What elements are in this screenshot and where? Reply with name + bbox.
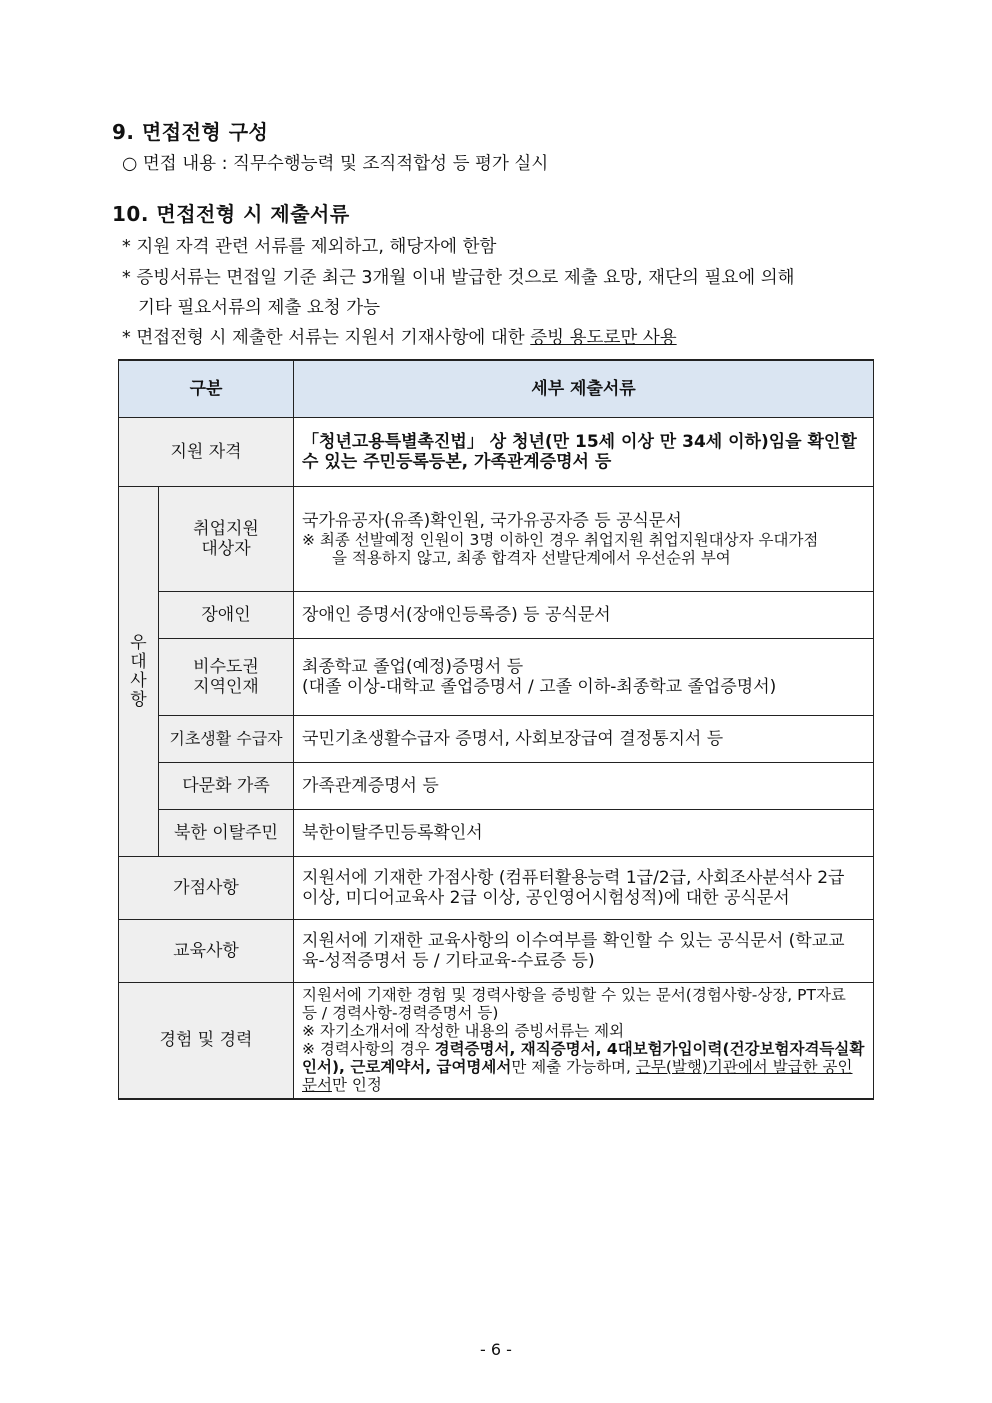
row-label: 취업지원 대상자 xyxy=(159,487,294,592)
row-documents: 북한이탈주민등록확인서 xyxy=(294,810,874,857)
section9-bullet: ○ 면접 내용 : 직무수행능력 및 조직적합성 등 평가 실시 xyxy=(122,154,549,174)
eligibility-label: 지원 자격 xyxy=(119,418,294,487)
row-label: 장애인 xyxy=(159,592,294,639)
header-documents: 세부 제출서류 xyxy=(294,360,874,418)
row-documents: 국민기초생활수급자 증명서, 사회보장급여 결정통지서 등 xyxy=(294,716,874,763)
row-label: 비수도권 지역인재 xyxy=(159,639,294,716)
row-documents: 장애인 증명서(장애인등록증) 등 공식문서 xyxy=(294,592,874,639)
table-row xyxy=(119,763,874,810)
header-category: 구분 xyxy=(119,360,294,418)
note-1: * 지원 자격 관련 서류를 제외하고, 해당자에 한함 xyxy=(122,237,497,257)
table-row xyxy=(119,418,874,487)
preference-label: 우 대 사 항 xyxy=(119,487,159,857)
education-label: 교육사항 xyxy=(119,920,294,983)
row-label: 북한 이탈주민 xyxy=(159,810,294,857)
row-label: 기초생활 수급자 xyxy=(159,716,294,763)
bonus-text: 지원서에 기재한 가점사항 (컴퓨터활용능력 1급/2급, 사회조사분석사 2급 이상, 미디어교육사 2급 이상, 공인영어시험성적)에 대한 공식문서 xyxy=(294,857,874,920)
table-row xyxy=(119,857,874,920)
table-row xyxy=(119,487,874,592)
eligibility-text: 「청년고용특별촉진법」 상 청년(만 15세 이상 만 34세 이하)임을 확인할 수 있는 주민등록등본, 가족관계증명서 등 xyxy=(294,418,874,487)
table-row xyxy=(119,716,874,763)
note-2: * 증빙서류는 면접일 기준 최근 3개월 이내 발급한 것으로 제출 요망, 재단의 필요에 의해 xyxy=(122,268,795,288)
table-row xyxy=(119,592,874,639)
page-number: - 6 - xyxy=(480,1340,512,1359)
row-documents: 최종학교 졸업(예정)증명서 등 (대졸 이상-대학교 졸업증명서 / 고졸 이하-최종학교 졸업증명서) xyxy=(294,639,874,716)
row-documents: 국가유공자(유족)확인원, 국가유공자증 등 공식문서 ※ 최종 선발예정 인원이 3명 이하인 경우 취업지원 취업지원대상자 우대가점 을 적용하지 않고, 최종 합격자 선발단계에서 우선순위 부여 xyxy=(294,487,874,592)
note-2-cont: 기타 필요서류의 제출 요청 가능 xyxy=(138,298,381,318)
row-documents: 가족관계증명서 등 xyxy=(294,763,874,810)
note-3: * 면접전형 시 제출한 서류는 지원서 기재사항에 대한 증빙 용도로만 사용 xyxy=(122,328,677,348)
section9-title: 9. 면접전형 구성 xyxy=(112,120,269,144)
table-row xyxy=(119,983,874,1099)
table-row xyxy=(119,810,874,857)
documents-table xyxy=(118,359,874,1100)
education-text: 지원서에 기재한 교육사항의 이수여부를 확인할 수 있는 공식문서 (학교교육-성적증명서 등 / 기타교육-수료증 등) xyxy=(294,920,874,983)
table-row xyxy=(119,920,874,983)
experience-label: 경험 및 경력 xyxy=(119,983,294,1099)
section10-title: 10. 면접전형 시 제출서류 xyxy=(112,202,350,226)
experience-text: 지원서에 기재한 경험 및 경력사항을 증빙할 수 있는 문서(경험사항-상장, PT자료 등 / 경력사항-경력증명서 등) ※ 자기소개서에 작성한 내용의 증빙서류는 제외 ※ 경력사항의 경우 경력증명서, 재직증명서, 4대보험가입이력(건강보험자격득실확인서), 근로계약서, 급여명세서만 제출 가능하며, 근무(발행)기관에서 발급한 공인문서만 인정 xyxy=(294,983,874,1099)
bonus-label: 가점사항 xyxy=(119,857,294,920)
table-row xyxy=(119,639,874,716)
table-header xyxy=(119,360,874,418)
row-label: 다문화 가족 xyxy=(159,763,294,810)
